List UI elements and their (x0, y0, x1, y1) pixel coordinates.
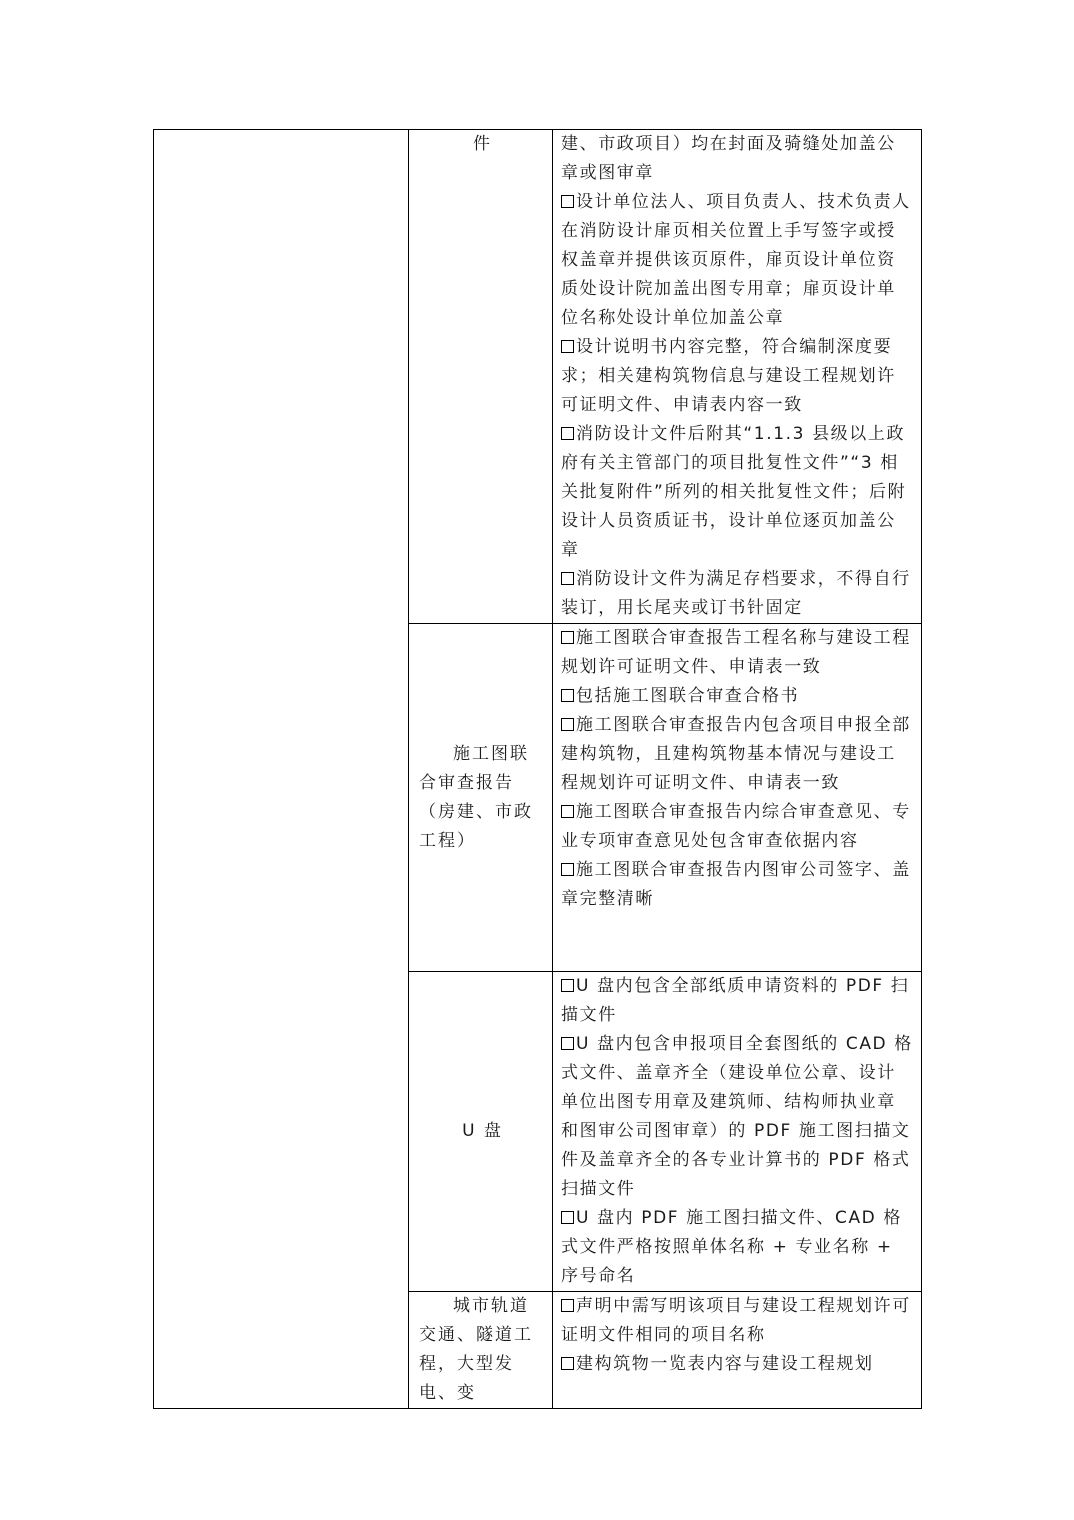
requirement-item: U 盘内包含申报项目全套图纸的 CAD 格式文件、盖章齐全（建设单位公章、设计单位出图专用章及建筑师、结构师执业章和图审公司图审章）的 PDF 施工图扫描文件及盖章齐全的各专业计算书的 PDF 格式扫描文件 (561, 1034, 913, 1199)
checkbox-icon[interactable] (561, 1357, 574, 1370)
requirement-item: 施工图联合审查报告内图审公司签字、盖章完整清晰 (561, 860, 911, 909)
checkbox-icon[interactable] (561, 1299, 574, 1312)
material-name-cell (409, 1292, 553, 1409)
requirement-item: 施工图联合审查报告内综合审查意见、专业专项审查意见处包含审查依据内容 (561, 802, 911, 851)
requirement-item: 消防设计文件为满足存档要求，不得自行装订，用长尾夹或订书针固定 (561, 569, 911, 618)
material-name: 施工图联合审查报告（房建、市政工程） (419, 743, 533, 851)
checkbox-icon[interactable] (561, 340, 574, 353)
checklist-table (153, 129, 922, 1409)
requirement-item: 设计单位法人、项目负责人、技术负责人在消防设计扉页相关位置上手写签字或授权盖章并提供该页原件，扉页设计单位资质处设计院加盖出图专用章；扉页设计单位名称处设计单位加盖公章 (561, 192, 911, 328)
checkbox-icon[interactable] (561, 427, 574, 440)
checkbox-icon[interactable] (561, 195, 574, 208)
table-row (154, 130, 922, 624)
requirement-item: 消防设计文件后附其“1.1.3 县级以上政府有关主管部门的项目批复性文件”“3 相关批复附件”所列的相关批复性文件；后附设计人员资质证书，设计单位逐页加盖公章 (561, 424, 907, 560)
material-name-cell (409, 624, 553, 972)
checkbox-icon[interactable] (561, 1211, 574, 1224)
requirement-item: 设计说明书内容完整，符合编制深度要求；相关建构筑物信息与建设工程规划许可证明文件、申请表内容一致 (561, 337, 896, 415)
material-name: 件 (473, 134, 492, 154)
requirement-item: 包括施工图联合审查合格书 (561, 682, 913, 711)
requirements-cell (553, 624, 922, 972)
checkbox-icon[interactable] (561, 863, 574, 876)
requirement-item: U 盘内包含全部纸质申请资料的 PDF 扫描文件 (561, 976, 910, 1025)
checkbox-icon[interactable] (561, 572, 574, 585)
checkbox-icon[interactable] (561, 718, 574, 731)
requirement-item: 建构筑物一览表内容与建设工程规划 (561, 1350, 913, 1379)
material-name: 城市轨道交通、隧道工程，大型发电、变 (419, 1296, 533, 1403)
checkbox-icon[interactable] (561, 689, 574, 702)
checkbox-icon[interactable] (561, 805, 574, 818)
requirement-item: U 盘内 PDF 施工图扫描文件、CAD 格式文件严格按照单体名称 + 专业名称 + 序号命名 (561, 1208, 902, 1286)
requirement-item: 施工图联合审查报告工程名称与建设工程规划许可证明文件、申请表一致 (561, 628, 911, 677)
checkbox-icon[interactable] (561, 1037, 574, 1050)
category-cell (154, 130, 409, 1409)
requirements-cell (553, 130, 922, 624)
material-name-cell (409, 972, 553, 1292)
requirement-item: 施工图联合审查报告内包含项目申报全部建构筑物，且建构筑物基本情况与建设工程规划许可证明文件、申请表一致 (561, 715, 911, 793)
checkbox-icon[interactable] (561, 631, 574, 644)
requirement-item: 建、市政项目）均在封面及骑缝处加盖公章或图审章 (561, 134, 896, 183)
requirement-item: 声明中需写明该项目与建设工程规划许可证明文件相同的项目名称 (561, 1296, 911, 1345)
material-name: U 盘 (462, 1121, 503, 1141)
checkbox-icon[interactable] (561, 979, 574, 992)
requirements-cell (553, 972, 922, 1292)
material-name-cell (409, 130, 553, 624)
requirements-cell (553, 1292, 922, 1409)
